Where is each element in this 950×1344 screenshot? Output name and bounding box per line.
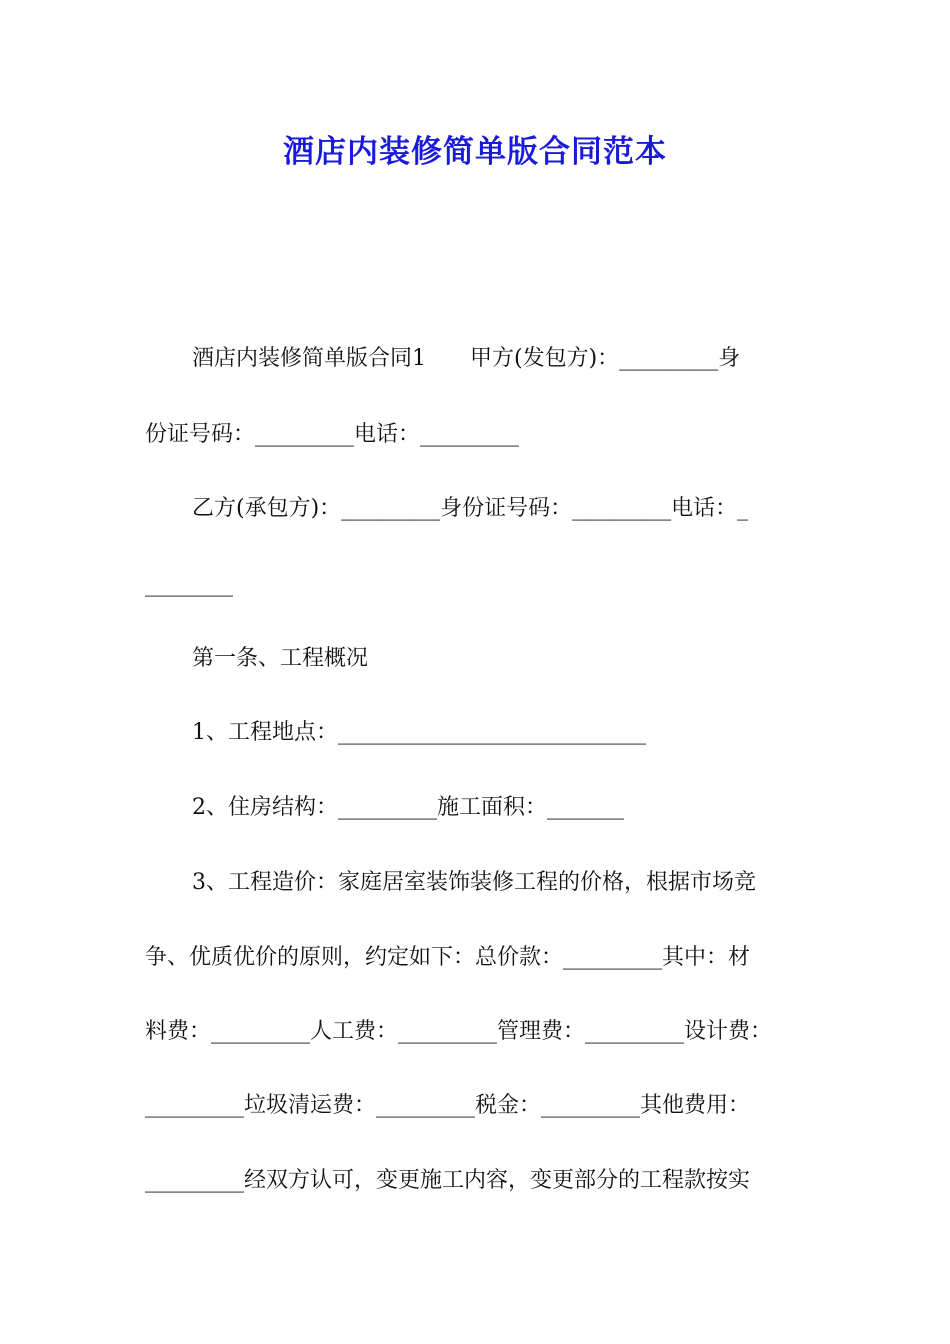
paragraph-line-party-b-cont: ________ (145, 572, 233, 597)
section-heading-article-1: 第一条、工程概况 (192, 646, 369, 671)
paragraph-line-party-b: 乙方(承包方)：_________身份证号码：_________电话：_ (192, 496, 749, 521)
clause-project-cost-cont-3: _________垃圾清运费：_________税金：_________其他费用： (145, 1093, 751, 1118)
clause-house-structure: 2、住房结构：_________施工面积：_______ (192, 795, 624, 820)
document-title: 酒店内装修简单版合同范本 (283, 134, 667, 170)
clause-project-cost-cont-2: 料费：_________人工费：_________管理费：_________设计费： (145, 1019, 773, 1044)
clause-project-location: 1、工程地点：____________________________ (192, 720, 646, 745)
paragraph-line-party-a-cont: 份证号码：_________电话：_________ (145, 422, 520, 447)
clause-project-cost-cont-1: 争、优质优价的原则，约定如下：总价款：_________其中：材 (145, 945, 751, 970)
paragraph-line-party-a: 酒店内装修简单版合同1 甲方(发包方)：_________身 (192, 346, 741, 371)
clause-project-cost: 3、工程造价：家庭居室装饰装修工程的价格，根据市场竞 (192, 870, 756, 895)
clause-project-cost-cont-4: _________经双方认可，变更施工内容，变更部分的工程款按实 (145, 1168, 751, 1193)
